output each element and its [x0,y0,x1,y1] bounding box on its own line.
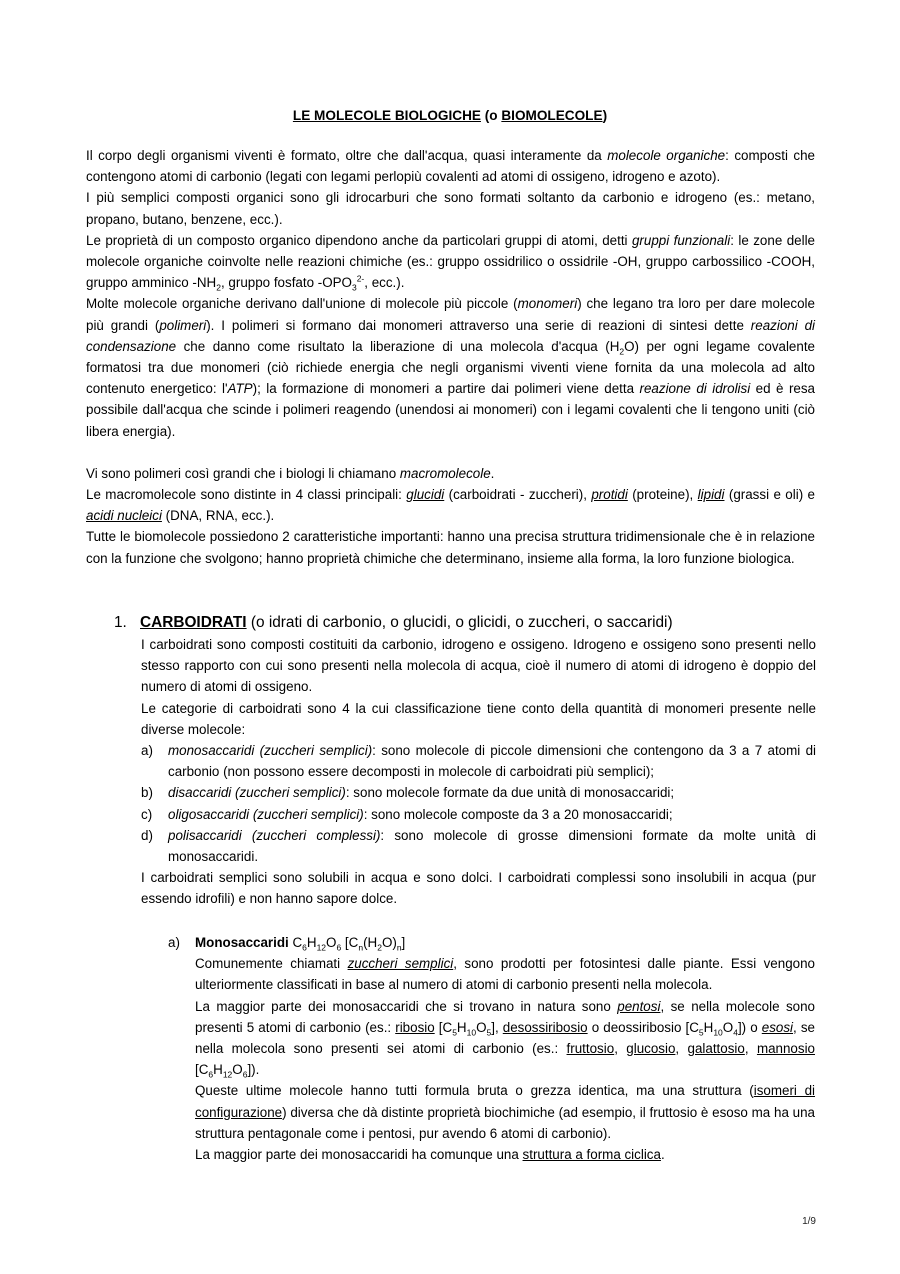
intro-paragraph-5: Vi sono polimeri così grandi che i biologi li chiamano macromolecole. [86,465,495,481]
section-title: CARBOIDRATI [140,614,247,631]
intro-paragraph-2: I più semplici composti organici sono gli idrocarburi che sono formati soltanto da carbonio e idrogeno (es.: metano, propano, butano, benzene, ecc.). [86,190,815,227]
subsection-item [168,932,815,1165]
subsection-monosaccaridi [168,932,815,1165]
list-item: d) polisaccaridi (zuccheri complessi): sono molecole di grosse dimensioni formate da molte unità di monosaccaridi. [141,827,816,865]
section-paragraph-3: I carboidrati semplici sono solubili in acqua e sono dolci. I carboidrati complessi sono insolubili in acqua (pur essendo idrofili) e non hanno sapore dolce. [141,870,816,907]
section-heading [114,612,816,634]
intro-paragraph-1: Il corpo degli organismi viventi è formato, oltre che dall'acqua, quasi interamente da molecole organiche: composti che contengono atomi di carbonio (legati con legami perlopiù covalenti ad atomi di ossigeno, idrogeno e azoto). [86,148,815,185]
title-close: ) [602,108,608,123]
section-body [141,634,816,910]
subsection-paragraph-3: Queste ultime molecole hanno tutti formula bruta o grezza identica, ma una struttura (isomeri di configurazione) diversa che dà distinte proprietà biochimiche (ad esempio, il fruttosio è esoso ma ha una struttura pentagonale come i pentosi, pur avendo 6 atomi di carbonio). [195,1083,816,1141]
section-paragraph-1: I carboidrati sono composti costituiti da carbonio, idrogeno e ossigeno. Idrogeno e ossigeno sono presenti nello stesso rapporto con cui sono presenti nella molecola di acqua, cioè il numero di atomi di idrogeno è doppio del numero di atomi di ossigeno. [141,637,816,695]
title-main: LE MOLECOLE BIOLOGICHE [292,108,481,123]
subsection-heading: Monosaccaridi $C_6H_{12}O_6$ $[C_n(H_2O)_n]$ [195,935,406,953]
list-item: c) oligosaccaridi (zuccheri semplici): sono molecole composte da 3 a 20 monosaccaridi; [141,806,673,822]
intro-text [86,145,815,569]
subsection-paragraph-2: La maggior parte dei monosaccaridi che si trovano in natura sono pentosi, se nella molecole sono presenti 5 atomi di carbonio (es.: ribosio $[C_5H_{10}O_5]$, desossiribosio o deossiribosio $[C_5H_{10}O_4]$) o esosi, se nella molecola sono presenti sei atomi di carbonio (es.: fruttosio, glucosio, galattosio, mannosio $[C_6H_{12}O_6]$). [195,998,815,1080]
section-subtitle: (o idrati di carbonio, o glucidi, o glicidi, o zuccheri, o saccaridi) [246,614,673,631]
section-carboidrati [114,612,816,910]
title-conj: (o [480,108,502,123]
subsection-paragraph-1: Comunemente chiamati zuccheri semplici, sono prodotti per fotosintesi dalle piante. Essi vengono ulteriormente classificati in base al numero di atomi di carbonio presenti nella molecola. [195,956,815,993]
section-number: 1. [114,614,127,631]
paragraph-gap [86,442,815,463]
page-number: 1/9 [802,1216,816,1227]
intro-paragraph-4: Molte molecole organiche derivano dall'unione di molecole più piccole (monomeri) che legano tra loro per dare molecole più grandi (polimeri). I polimeri si formano dai monomeri attraverso una serie di reazioni di sintesi dette reazioni di condensazione che danno come risultato la liberazione di una molecola d'acqua $(H_2O)$ per ogni legame covalente formatosi tra due monomeri (ciò richiede energia che negli organismi viventi viene fornita da una molecola ad alto contenuto energetico: l'ATP); la formazione di monomeri a partire dai polimeri viene detta reazione di idrolisi ed è resa possibile dall'acqua che scinde i polimeri reagendo (unendosi ai monomeri) con i legami covalenti che li tengono uniti (ciò libera energia). [86,296,815,439]
subsection-paragraph-4: La maggior parte dei monosaccaridi ha comunque una struttura a forma ciclica. [195,1147,665,1163]
document-title [0,108,900,123]
intro-paragraph-6: Le macromolecole sono distinte in 4 classi principali: glucidi (carboidrati - zuccheri), protidi (proteine), lipidi (grassi e oli) e acidi nucleici (DNA, RNA, ecc.). [86,487,815,524]
list-item: a) monosaccaridi (zuccheri semplici): sono molecole di piccole dimensioni che contengono da 3 a 7 atomi di carbonio (non possono essere decomposti in molecole di carboidrati più semplici); [141,743,816,780]
intro-paragraph-3: Le proprietà di un composto organico dipendono anche da particolari gruppi di atomi, detti gruppi funzionali: le zone delle molecole organiche coinvolte nelle reazioni chimiche (es.: gruppo ossidrilico o ossidrile -OH, gruppo carbossilico -COOH, gruppo amminico $-NH_2$, gruppo fosfato $-OPO_3^{2-}$, ecc.). [86,232,815,293]
list-item: b) disaccaridi (zuccheri semplici): sono molecole formate da due unità di monosaccaridi; [141,785,675,801]
subsection-marker: a) [168,935,180,950]
intro-paragraph-7: Tutte le biomolecole possiedono 2 caratteristiche importanti: hanno una precisa struttura tridimensionale che è in relazione con la funzione che svolgono; hanno proprietà chimiche che determinano, insieme alla forma, la loro funzione biologica. [86,529,815,566]
title-alt: BIOMOLECOLE [501,108,603,123]
section-paragraph-2: Le categorie di carboidrati sono 4 la cui classificazione tiene conto della quantità di monomeri presente nelle diverse molecole: [141,700,816,737]
